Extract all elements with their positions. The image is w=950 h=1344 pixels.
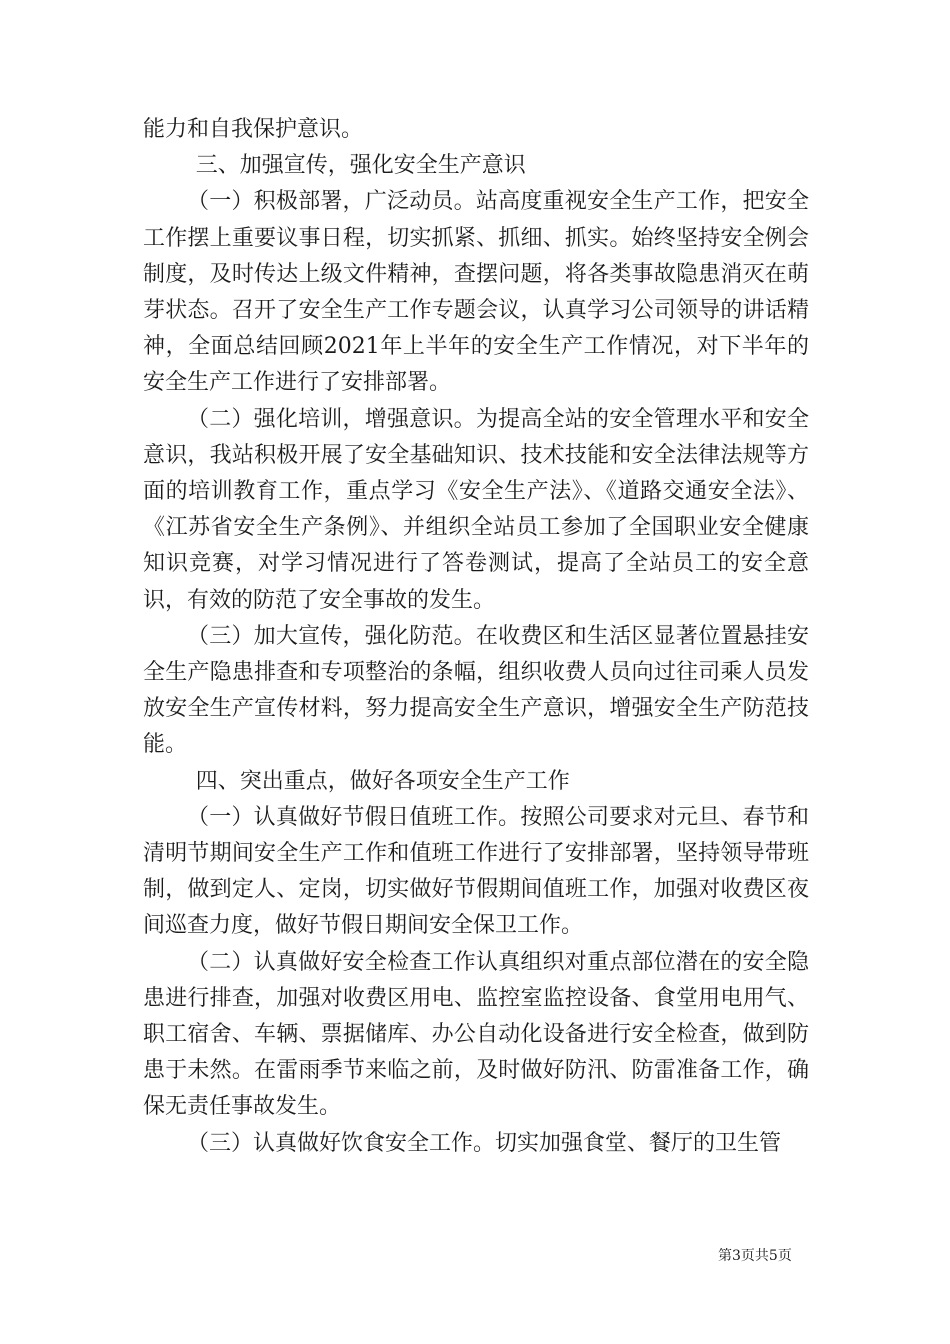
paragraph-4-3: （三）认真做好饮食安全工作。切实加强食堂、餐厅的卫生管 (187, 1130, 782, 1156)
section-heading-3: 三、加强宣传，强化安全生产意识 (195, 153, 526, 179)
page-number-footer: 第3页共5页 (718, 1248, 792, 1264)
paragraph-4-2: （二）认真做好安全检查工作认真组织对重点部位潜在的安全隐患进行排查，加强对收费区用电、监控室监控设备、食堂用电用气、职工宿舍、车辆、票据储库、办公自动化设备进行安全检查，做到防患于未然。在雷雨季节来临之前，及时做好防汛、防雷准备工作，确保无责任事故发生。 (143, 949, 809, 1120)
paragraph-3-2: （二）强化培训，增强意识。为提高全站的安全管理水平和安全意识，我站积极开展了安全基础知识、技术技能和安全法律法规等方面的培训教育工作，重点学习《安全生产法》、《道路交通安全法》、《江苏省安全生产条例》、并组织全站员工参加了全国职业安全健康知识竞赛，对学习情况进行了答卷测试，提高了全站员工的安全意识，有效的防范了安全事故的发生。 (143, 406, 809, 613)
section-heading-4: 四、突出重点，做好各项安全生产工作 (195, 768, 570, 794)
paragraph-3-1: （一）积极部署，广泛动员。站高度重视安全生产工作，把安全工作摆上重要议事日程，切实抓紧、抓细、抓实。始终坚持安全例会制度，及时传达上级文件精神，查摆问题，将各类事故隐患消灭在萌芽状态。召开了安全生产工作专题会议，认真学习公司领导的讲话精神，全面总结回顾2021年上半年的安全生产工作情况，对下半年的安全生产工作进行了安排部署。 (143, 189, 809, 396)
paragraph-3-3: （三）加大宣传，强化防范。在收费区和生活区显著位置悬挂安全生产隐患排查和专项整治的条幅，组织收费人员向过往司乘人员发放安全生产宣传材料，努力提高安全生产意识，增强安全生产防范技能。 (143, 623, 809, 758)
paragraph-4-1: （一）认真做好节假日值班工作。按照公司要求对元旦、春节和清明节期间安全生产工作和值班工作进行了安排部署，坚持领导带班制，做到定人、定岗，切实做好节假期间值班工作，加强对收费区夜间巡查力度，做好节假日期间安全保卫工作。 (143, 804, 809, 939)
paragraph-continuation: 能力和自我保护意识。 (143, 117, 364, 142)
document-body (143, 112, 809, 1162)
